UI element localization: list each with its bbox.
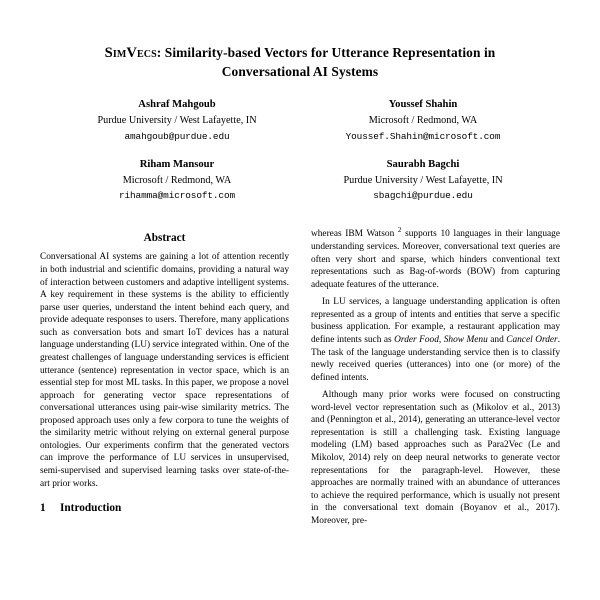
title-rest: : Similarity-based Vectors for Utterance Representation in [156, 45, 496, 60]
section-number: 1 [40, 502, 46, 515]
right-column [311, 228, 560, 532]
author-block [54, 97, 300, 144]
author-block [300, 157, 546, 204]
introduction-heading [40, 502, 289, 514]
abstract-heading: Abstract [143, 232, 186, 245]
author-row [54, 157, 546, 204]
title-smallcaps: SimVecs [104, 45, 157, 61]
author-affiliation: Microsoft / Redmond, WA [368, 114, 478, 126]
author-affiliation: Microsoft / Redmond, WA [122, 174, 232, 186]
author-email[interactable]: Youssef.Shahin@microsoft.com [345, 130, 501, 142]
author-name: Saurabh Bagchi [386, 158, 460, 170]
author-email[interactable]: rihamma@microsoft.com [118, 190, 236, 202]
paragraph: Although many prior works were focused on constructing word-level vector representation such as (Mikolov et al., 2013) and (Pennington et al., 2014), generating an utterance-level vector representation is still a challenging task. Existing language modeling (LM) based approaches such as Para2Vec (Le and Mikolov, 2014) rely on deep neural networks to generate vector representations for the paragraph-level. However, these approaches are normally trained with an abundance of utterances to achieve the required performance, which is usually not present in the conversational text domain (Boyanov et al., 2017). Moreover, pre- [311, 390, 560, 526]
author-name: Youssef Shahin [388, 98, 458, 110]
paragraph: whereas IBM Watson $^2$ supports 10 languages in their language understanding services. Moreover, conversational text queries are often very short and sparse, which hinders conventional text representations such as Bag-of-words (BOW) from capturing adequate features of the utterance. [311, 226, 560, 290]
author-list [0, 97, 600, 204]
paragraph: In LU services, a language understanding application is often represented as a group of intents and entities that serve a specific business application. For example, a restaurant application may define intents such as Order Food, Show Menu and Cancel Order. The task of the language understanding service then is to classify newly received queries (utterances) into one (or more) of the defined intents. [311, 297, 561, 383]
two-column-body [0, 216, 600, 532]
author-affiliation: Purdue University / West Lafayette, IN [97, 114, 257, 126]
author-block [54, 157, 300, 204]
author-affiliation: Purdue University / West Lafayette, IN [343, 174, 503, 186]
author-name: Riham Mansour [139, 158, 215, 170]
author-email[interactable]: sbagchi@purdue.edu [373, 190, 473, 202]
abstract-text: Conversational AI systems are gaining a lot of attention recently in both industrial and scientific domains, providing a natural way of interaction between customers and adaptive intelligent systems. A key requirement in these systems is the ability to efficiently parse user queries, understand the intent behind each query, and provide adequate responses to users. Therefore, many applications such as conversation bots and smart IoT devices has a natural language understanding (LU) service integrated within. One of the greatest challenges of language understanding services is efficient utterance (sentence) representation in vector space, which is an essential step for most ML tasks. In this paper, we propose a novel approach for generating vector space representations of conversational utterances using pair-wise similarity metrics. The proposed approach uses only a few corpora to tune the weights of the similarity metric without relying on external general purpose ontologies. Our experiments confirm that the generated vectors can improve the performance of LU services in unsupervised, semi-supervised and supervised learning tasks over state-of-the-art prior works. [40, 252, 289, 489]
author-block [300, 97, 546, 144]
author-email[interactable]: amahgoub@purdue.edu [124, 130, 230, 142]
author-row [54, 97, 546, 144]
author-name: Ashraf Mahgoub [138, 98, 216, 110]
title-block [0, 0, 600, 81]
page-title [62, 44, 538, 81]
title-line2: Conversational AI Systems [221, 64, 379, 80]
left-column [40, 228, 289, 532]
section-title: Introduction [60, 502, 122, 515]
